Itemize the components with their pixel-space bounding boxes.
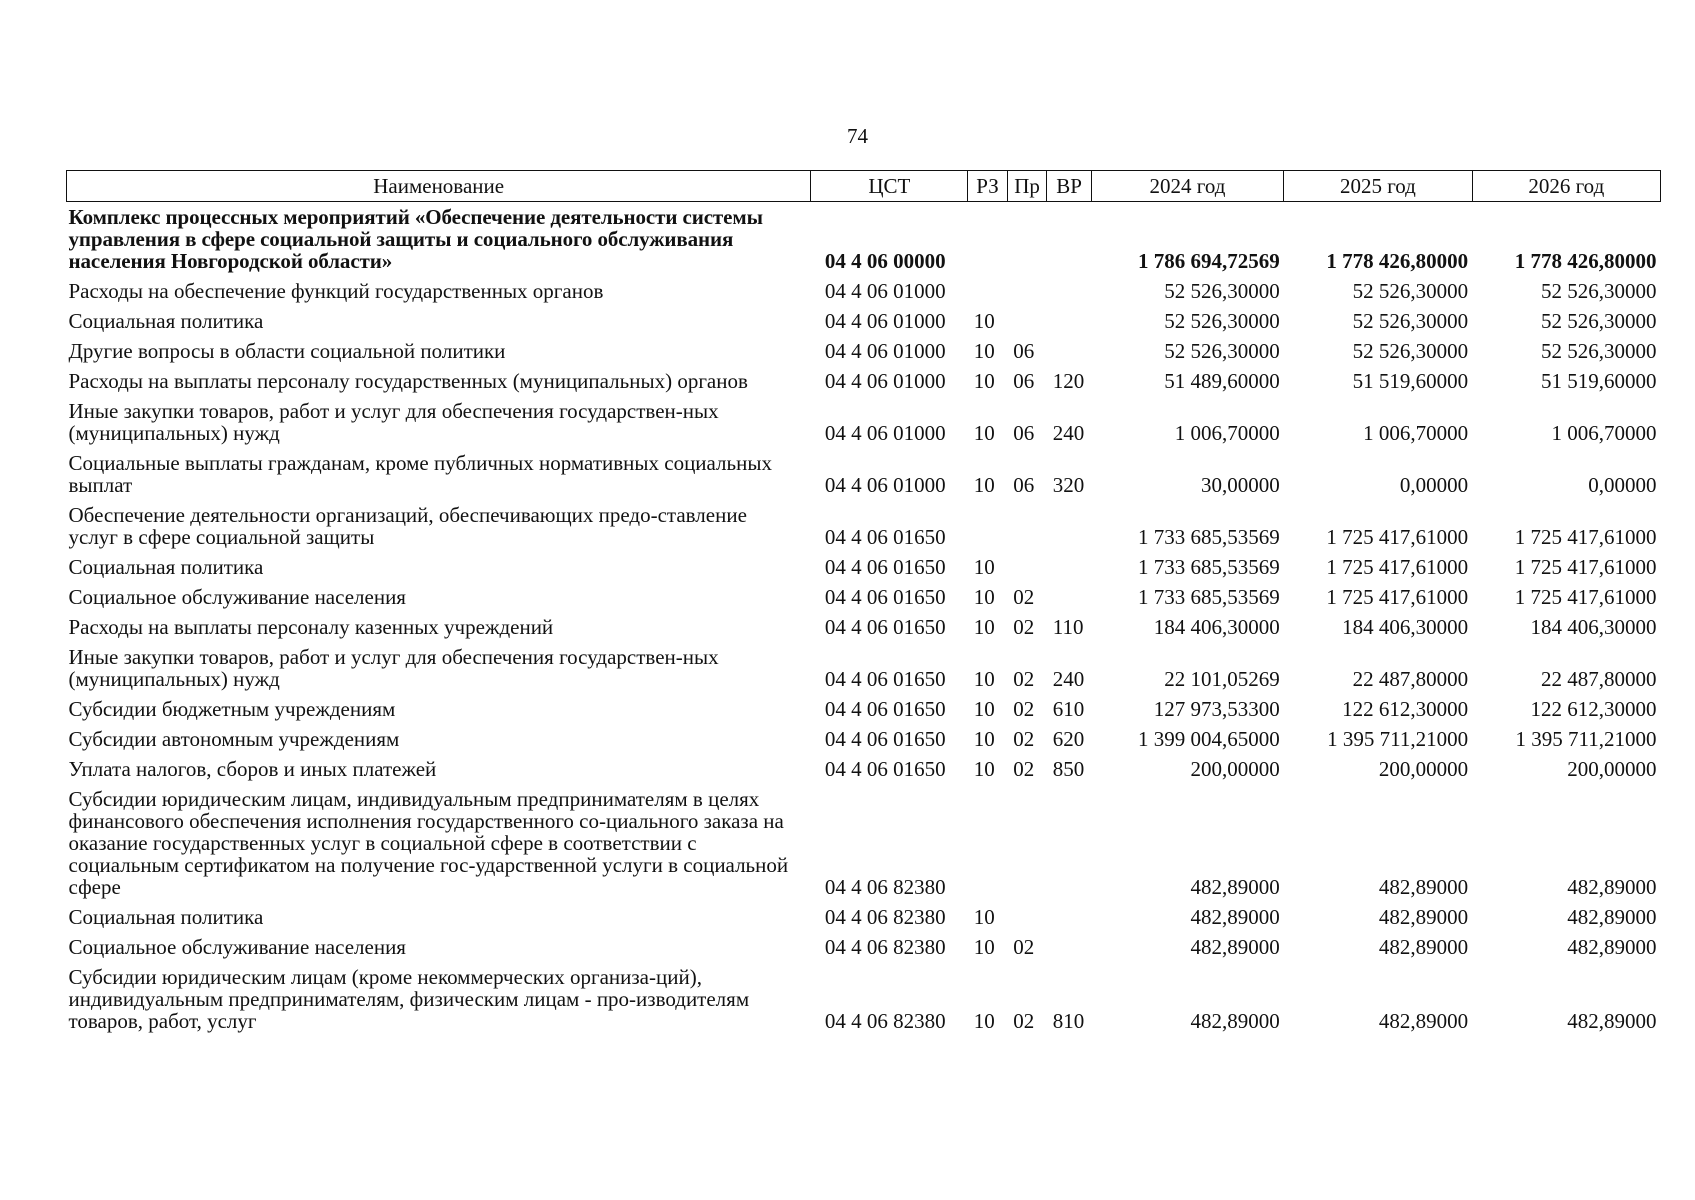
row-pr: 02 [1013,1009,1035,1033]
row-2025: 52 526,30000 [1352,309,1469,333]
row-2024: 22 101,05269 [1164,667,1280,691]
header-pr: Пр [1007,171,1046,202]
table-row [67,754,1661,784]
row-rz: 10 [973,697,995,721]
row-rz [968,276,1007,306]
row-cst: 04 4 06 82380 [824,875,946,899]
row-vr: 610 [1052,697,1085,721]
row-vr: 620 [1052,727,1085,751]
row-2026: 1 725 417,61000 [1514,585,1657,609]
table-row [67,396,1661,448]
row-2024: 1 399 004,65000 [1137,727,1280,751]
row-2026: 52 526,30000 [1541,339,1657,363]
row-pr: 06 [1013,473,1035,497]
row-2024: 1 733 685,53569 [1137,525,1280,549]
row-name: Социальное обслуживание населения [68,585,406,609]
row-vr [1047,306,1092,336]
row-2026: 1 725 417,61000 [1514,525,1657,549]
row-2026: 200,00000 [1567,757,1657,781]
row-2024: 127 973,53300 [1153,697,1280,721]
table-row [67,202,1661,277]
row-vr [1047,336,1092,366]
row-2026: 482,89000 [1567,935,1657,959]
row-vr: 110 [1052,615,1084,639]
row-2025: 1 725 417,61000 [1326,555,1469,579]
row-2024: 1 733 685,53569 [1137,585,1280,609]
row-pr [1007,500,1046,552]
row-name: Социальное обслуживание населения [68,935,406,959]
table-row [67,784,1661,902]
row-pr: 02 [1013,757,1035,781]
row-2025: 52 526,30000 [1352,279,1469,303]
row-2026: 1 725 417,61000 [1514,555,1657,579]
row-name: Иные закупки товаров, работ и услуг для обеспечения государствен-ных (муниципальных) нужд [68,645,719,691]
row-name: Социальная политика [68,309,264,333]
table-row [67,366,1661,396]
row-vr: 850 [1052,757,1085,781]
row-2025: 51 519,60000 [1352,369,1469,393]
row-2024: 52 526,30000 [1164,339,1280,363]
row-name: Расходы на выплаты персоналу казенных учреждений [68,615,554,639]
row-2025: 482,89000 [1378,935,1469,959]
row-2024: 482,89000 [1190,875,1280,899]
row-cst: 04 4 06 82380 [824,1009,946,1033]
row-rz: 10 [973,309,995,333]
row-rz: 10 [973,615,995,639]
table-row [67,448,1661,500]
row-2024: 1 006,70000 [1174,421,1280,445]
row-cst: 04 4 06 01650 [824,667,946,691]
row-2026: 52 526,30000 [1541,309,1657,333]
row-2024: 1 786 694,72569 [1137,249,1280,273]
table-row [67,724,1661,754]
row-pr: 06 [1013,421,1035,445]
header-vr: ВР [1047,171,1092,202]
row-2025: 1 725 417,61000 [1326,585,1469,609]
row-2026: 1 778 426,80000 [1514,249,1657,273]
row-cst: 04 4 06 01000 [824,279,946,303]
header-cst: ЦСТ [811,171,968,202]
row-cst: 04 4 06 00000 [824,249,946,273]
row-name: Субсидии бюджетным учреждениям [68,697,396,721]
row-cst: 04 4 06 01650 [824,585,946,609]
row-vr: 320 [1052,473,1085,497]
row-rz: 10 [973,727,995,751]
row-pr: 02 [1013,667,1035,691]
row-vr: 240 [1052,667,1085,691]
header-2024: 2024 год [1091,171,1283,202]
row-vr [1047,582,1092,612]
row-rz [968,500,1007,552]
row-cst: 04 4 06 82380 [824,935,946,959]
row-name: Социальная политика [68,905,264,929]
row-pr: 06 [1013,369,1035,393]
row-pr [1007,276,1046,306]
row-pr: 02 [1013,727,1035,751]
row-2026: 51 519,60000 [1541,369,1657,393]
row-2026: 1 395 711,21000 [1515,727,1657,751]
row-name: Другие вопросы в области социальной политики [68,339,506,363]
row-rz: 10 [973,585,995,609]
header-2025: 2025 год [1284,171,1472,202]
row-2026: 482,89000 [1567,1009,1657,1033]
row-2024: 1 733 685,53569 [1137,555,1280,579]
budget-table [66,170,1661,1036]
row-cst: 04 4 06 01000 [824,369,946,393]
row-name: Субсидии юридическим лицам (кроме некоммерческих организа-ций), индивидуальным предпринимателям, физическим лицам - про-изводителям товаров, работ, услуг [68,965,750,1033]
row-2026: 184 406,30000 [1530,615,1657,639]
table-body [67,202,1661,1037]
row-vr: 240 [1052,421,1085,445]
row-2025: 482,89000 [1378,905,1469,929]
row-2024: 52 526,30000 [1164,309,1280,333]
row-cst: 04 4 06 01000 [824,421,946,445]
row-2026: 52 526,30000 [1541,279,1657,303]
row-2026: 1 006,70000 [1551,421,1657,445]
row-vr [1047,552,1092,582]
row-vr: 120 [1052,369,1085,393]
row-rz: 10 [973,473,995,497]
row-2024: 52 526,30000 [1164,279,1280,303]
row-name: Расходы на выплаты персоналу государственных (муниципальных) органов [68,369,748,393]
row-rz [968,784,1007,902]
table-row [67,902,1661,932]
table-row [67,642,1661,694]
row-2024: 482,89000 [1190,935,1280,959]
row-2026: 482,89000 [1567,905,1657,929]
row-2024: 482,89000 [1190,1009,1280,1033]
row-name: Социальные выплаты гражданам, кроме публичных нормативных социальных выплат [68,451,772,497]
row-2025: 482,89000 [1378,1009,1469,1033]
table-row [67,582,1661,612]
row-rz: 10 [973,757,995,781]
row-name: Иные закупки товаров, работ и услуг для обеспечения государствен-ных (муниципальных) нужд [68,399,719,445]
row-cst: 04 4 06 01650 [824,525,946,549]
row-pr [1007,902,1046,932]
row-2024: 482,89000 [1190,905,1280,929]
row-name: Социальная политика [68,555,264,579]
row-cst: 04 4 06 01650 [824,727,946,751]
table-row [67,694,1661,724]
row-pr [1007,306,1046,336]
row-rz [968,202,1007,277]
row-vr [1047,932,1092,962]
row-2024: 184 406,30000 [1153,615,1280,639]
row-2025: 52 526,30000 [1352,339,1469,363]
row-rz: 10 [973,339,995,363]
row-cst: 04 4 06 01650 [824,615,946,639]
row-name: Комплекс процессных мероприятий «Обеспечение деятельности системы управления в сфере социальной защиты и социального обслуживания населения Новгородской области» [68,205,763,273]
row-vr [1047,784,1092,902]
row-2024: 51 489,60000 [1164,369,1280,393]
table-row [67,612,1661,642]
row-rz: 10 [973,905,995,929]
row-2026: 22 487,80000 [1541,667,1657,691]
row-pr [1007,784,1046,902]
table-row [67,962,1661,1036]
row-2025: 122 612,30000 [1342,697,1469,721]
row-rz: 10 [973,555,995,579]
row-pr [1007,202,1046,277]
row-2025: 184 406,30000 [1342,615,1469,639]
header-rz: РЗ [968,171,1007,202]
row-vr: 810 [1052,1009,1085,1033]
row-2025: 22 487,80000 [1352,667,1469,691]
row-pr: 02 [1013,935,1035,959]
row-cst: 04 4 06 01000 [824,309,946,333]
row-pr: 02 [1013,615,1035,639]
row-pr [1007,552,1046,582]
row-2025: 1 006,70000 [1363,421,1469,445]
row-name: Субсидии автономным учреждениям [68,727,400,751]
table-row [67,306,1661,336]
row-2025: 1 725 417,61000 [1326,525,1469,549]
row-cst: 04 4 06 01000 [824,473,946,497]
row-pr: 06 [1013,339,1035,363]
row-cst: 04 4 06 01650 [824,555,946,579]
row-cst: 04 4 06 01650 [824,757,946,781]
table-row [67,552,1661,582]
row-2024: 200,00000 [1190,757,1280,781]
header-row [67,171,1661,202]
row-vr [1047,902,1092,932]
header-2026: 2026 год [1472,171,1660,202]
table-row [67,276,1661,306]
row-name: Расходы на обеспечение функций государственных органов [68,279,604,303]
row-2026: 122 612,30000 [1530,697,1657,721]
row-name: Обеспечение деятельности организаций, обеспечивающих предо-ставление услуг в сфере социальной защиты [68,503,747,549]
row-pr: 02 [1013,697,1035,721]
row-2026: 482,89000 [1567,875,1657,899]
row-2025: 482,89000 [1378,875,1469,899]
row-name: Субсидии юридическим лицам, индивидуальным предпринимателям в целях финансового обеспечения исполнения государственного со-циального заказа на оказание государственных услуг в социальной сфере в соответствии с социальным сертификатом на получение гос-ударственной услуги в социальной сфере [68,787,789,899]
row-2024: 30,00000 [1200,473,1280,497]
row-rz: 10 [973,935,995,959]
table-row [67,932,1661,962]
table-row [67,336,1661,366]
row-2025: 1 778 426,80000 [1326,249,1469,273]
row-cst: 04 4 06 01650 [824,697,946,721]
row-vr [1047,202,1092,277]
row-2025: 0,00000 [1399,473,1469,497]
row-2026: 0,00000 [1588,473,1657,497]
row-cst: 04 4 06 01000 [824,339,946,363]
row-rz: 10 [973,421,995,445]
row-2025: 200,00000 [1378,757,1469,781]
row-cst: 04 4 06 82380 [824,905,946,929]
row-name: Уплата налогов, сборов и иных платежей [68,757,437,781]
row-pr: 02 [1013,585,1035,609]
row-rz: 10 [973,1009,995,1033]
row-vr [1047,500,1092,552]
table-row [67,500,1661,552]
row-2025: 1 395 711,21000 [1327,727,1469,751]
row-vr [1047,276,1092,306]
row-rz: 10 [973,667,995,691]
row-rz: 10 [973,369,995,393]
page-number: 74 [847,124,868,148]
header-name: Наименование [67,171,811,202]
